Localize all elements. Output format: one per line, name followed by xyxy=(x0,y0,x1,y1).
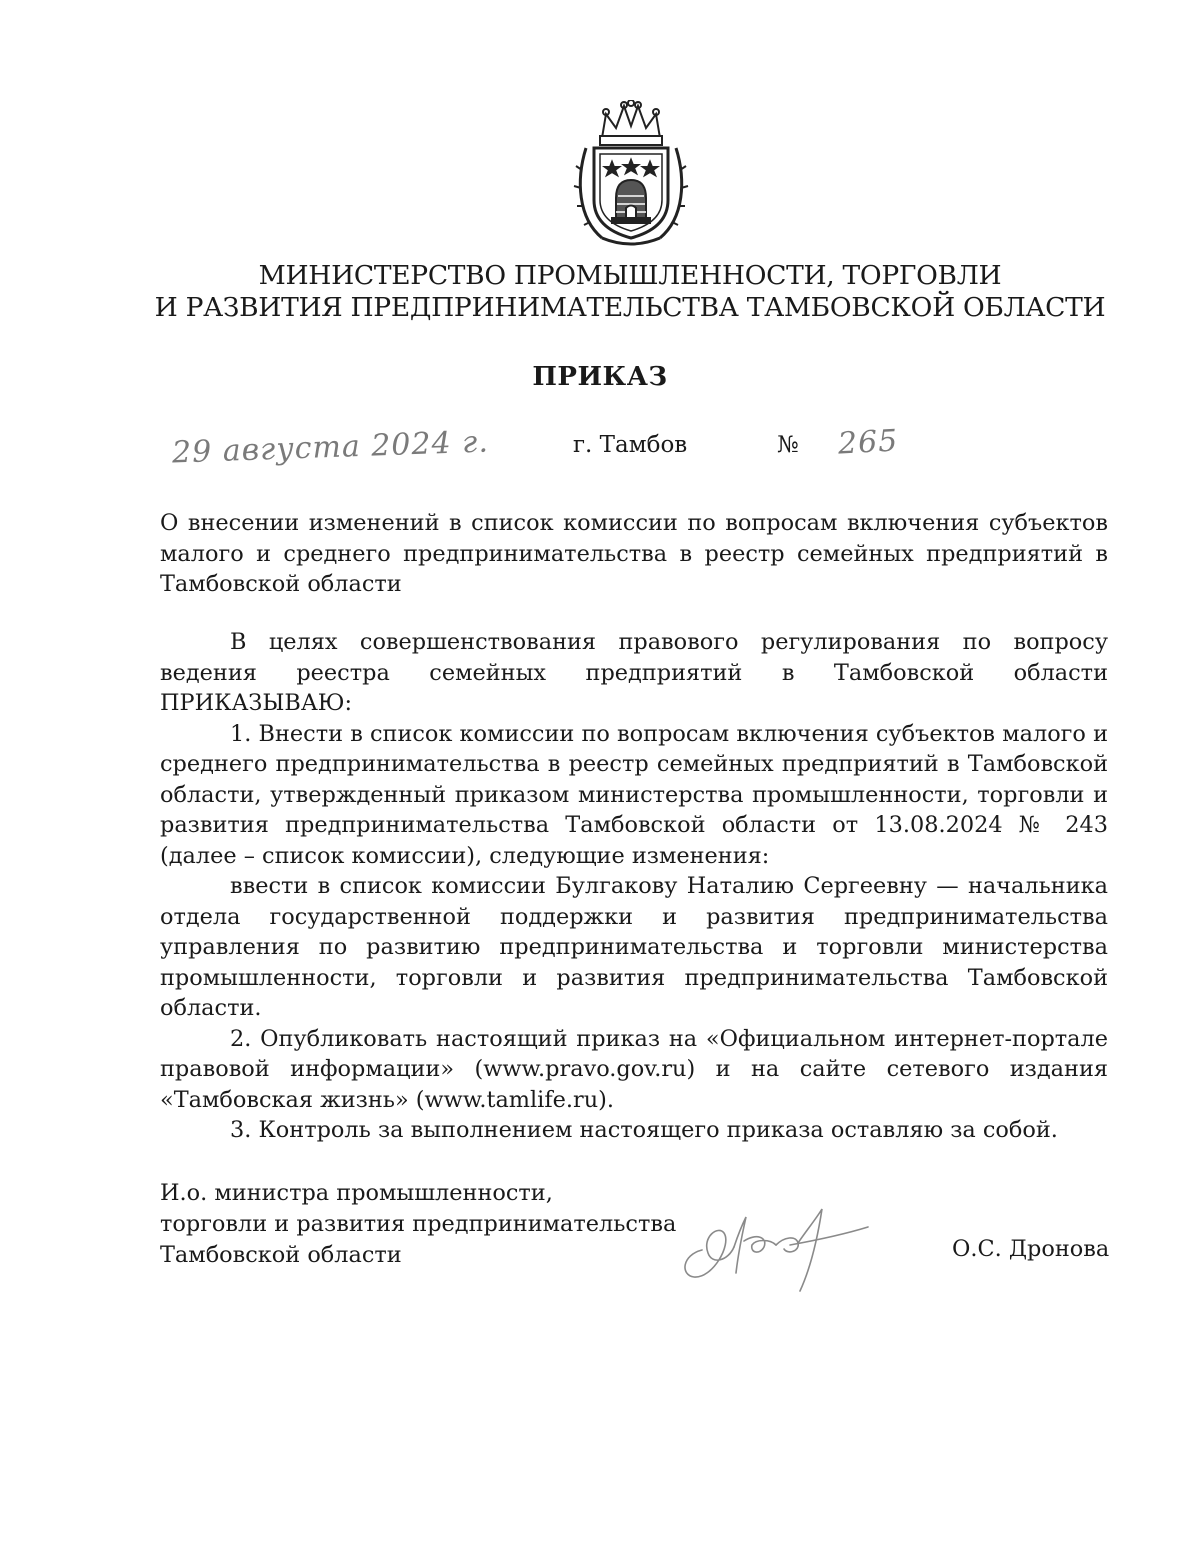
item-3: 3. Контроль за выполнением настоящего приказа оставляю за собой. xyxy=(230,1117,1058,1143)
signer-name: О.С. Дронова xyxy=(952,1236,1110,1262)
document-title: ПРИКАЗ xyxy=(532,362,668,392)
signer-position-line-3: Тамбовской области xyxy=(160,1242,402,1268)
handwritten-date: 29 августа 2024 г. xyxy=(171,424,490,471)
coat-of-arms-icon xyxy=(572,100,690,250)
item-1-detail: ввести в список комиссии Булгакову Наталию Сергеевну — начальника отдела государственной поддержки и развития предпринимательства управления по развитию предпринимательства и торговли министерства промышленности, торговли и развития предпринимательства Тамбовской области. xyxy=(160,873,1108,1021)
signer-position-line-2: торговли и развития предпринимательства xyxy=(160,1211,677,1237)
order-body xyxy=(160,627,1108,1146)
ministry-name-line-1: МИНИСТЕРСТВО ПРОМЫШЛЕННОСТИ, ТОРГОВЛИ xyxy=(258,260,1002,291)
ministry-name-line-2: И РАЗВИТИЯ ПРЕДПРИНИМАТЕЛЬСТВА ТАМБОВСКОЙ ОБЛАСТИ xyxy=(154,292,1106,323)
number-sign: № xyxy=(777,432,799,458)
preamble: В целях совершенствования правового регулирования по вопросу ведения реестра семейных предприятий в Тамбовской области ПРИКАЗЫВАЮ: xyxy=(160,629,1108,716)
city: г. Тамбов xyxy=(573,432,688,458)
item-2: 2. Опубликовать настоящий приказ на «Официальном интернет-портале правовой информации» (www.pravo.gov.ru) и на сайте сетевого издания «Тамбовская жизнь» (www.tamlife.ru). xyxy=(160,1025,1108,1113)
item-1: 1. Внести в список комиссии по вопросам включения субъектов малого и среднего предпринимательства в реестр семейных предприятий в Тамбовской области, утвержденный приказом министерства промышленности, торговли и развития предпринимательства Тамбовской области от 13.08.2024 № 243 (далее – список комиссии), следующие изменения: xyxy=(160,720,1108,869)
signer-position xyxy=(160,1178,676,1271)
order-subject xyxy=(160,508,1108,600)
order-subject-text: О внесении изменений в список комиссии по вопросам включения субъектов малого и среднего предпринимательства в реестр семейных предприятий в Тамбовской области xyxy=(160,510,1108,597)
signature-icon xyxy=(672,1195,882,1305)
handwritten-number: 265 xyxy=(837,423,900,462)
ministry-name xyxy=(130,260,1130,324)
signer-position-line-1: И.о. министра промышленности, xyxy=(160,1180,553,1206)
